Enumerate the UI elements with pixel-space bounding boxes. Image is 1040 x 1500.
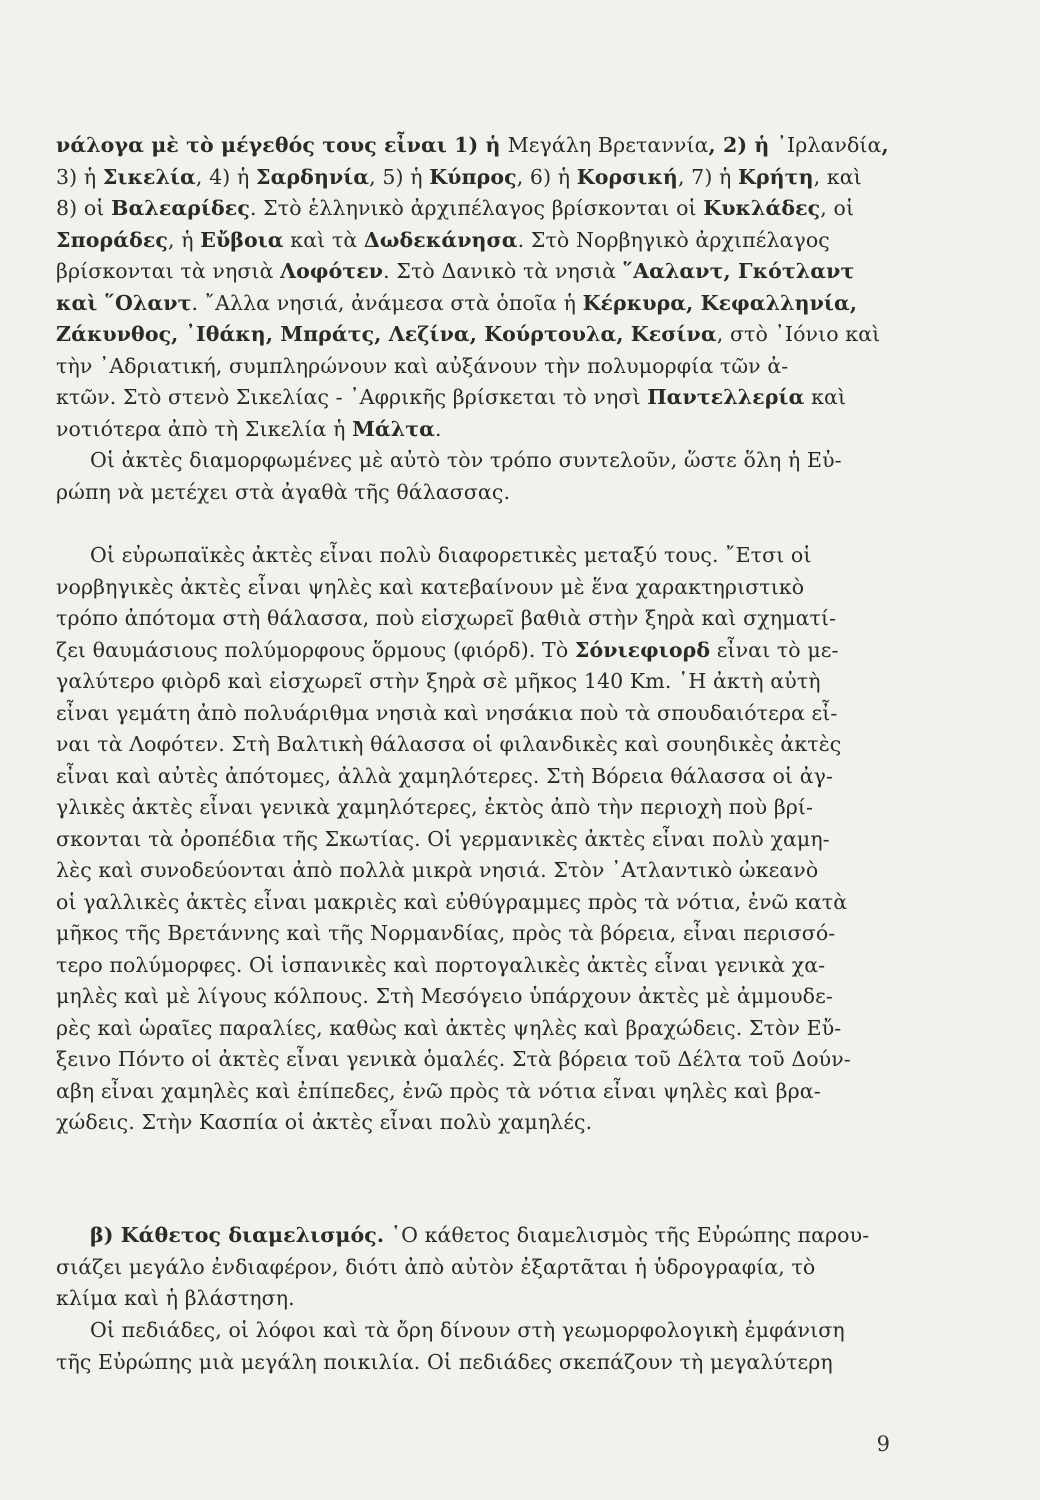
text-run: σιάζει μεγάλο ἐνδιαφέρον, διότι ἀπὸ αὐτὸν ἐξαρτᾶται ἡ ὑδρογραφία, τὸ [56, 1254, 816, 1279]
text-line: Οἱ ἀκτὲς διαμορφωμένες μὲ αὐτὸ τὸν τρόπο συντελοῦν, ὥστε ὅλη ἡ Εὐ- [90, 448, 842, 472]
text-run: γλικὲς ἀκτὲς εἶναι γενικὰ χαμηλότερες, ἐκτὸς ἀπὸ τὴν περιοχὴ ποὺ βρί- [56, 795, 814, 819]
text-line [56, 603, 911, 635]
text-run: μηλὲς καὶ μὲ λίγους κόλπους. Στὴ Μεσόγειο ὑπάρχουν ἀκτὲς μὲ ἀμμουδε- [56, 984, 833, 1008]
text-run: , στὸ ᾿Ιόνιο καὶ [716, 322, 881, 346]
bold-term: Κορσική [576, 164, 678, 189]
text-line: ρώπη νὰ μετέχει στὰ ἀγαθὰ τῆς θάλασσας. [56, 479, 511, 504]
text-run: λὲς καὶ συνοδεύονται ἀπὸ πολλὰ μικρὰ νησιά. Στὸν ᾿Ατλαντικὸ ὠκεανὸ [56, 858, 819, 882]
text-run: . Στὸ ἑλληνικὸ ἀρχιπέλαγος βρίσκονται οἱ [249, 196, 704, 220]
text-run: αβη εἶναι χαμηλὲς καὶ ἐπίπεδες, ἐνῶ πρὸς τὰ νότια εἶναι ψηλὲς καὶ βρα- [56, 1078, 821, 1103]
text-run: , ἡ [168, 227, 201, 252]
text-run: τερο πολύμορφες. Οἱ ἱσπανικὲς καὶ πορτογαλικὲς ἀκτὲς εἶναι γενικὰ χα- [56, 952, 826, 977]
text-line [56, 319, 911, 351]
text-line [56, 855, 911, 887]
text-line: τῆς Εὐρώπης μιὰ μεγάλη ποικιλία. Οἱ πεδιάδες σκεπάζουν τὴ μεγαλύτερη [56, 1349, 833, 1374]
text-run: νορβηγικὲς ἀκτὲς εἶναι ψηλὲς καὶ κατεβαίνουν μὲ ἕνα χαρακτηριστικὸ [56, 574, 805, 599]
bold-term: ῞Ααλαντ, Γκότλαντ [622, 259, 855, 283]
text-line [56, 162, 911, 194]
text-run: 3) ἡ [56, 164, 103, 189]
text-run: Οἱ εὐρωπαϊκὲς ἀκτὲς εἶναι πολὺ διαφορετικὲς μεταξύ τους. ῎Ετσι οἱ [90, 543, 812, 567]
text-run: , 5) ἡ [369, 164, 430, 189]
paragraph-european-coasts [56, 540, 911, 1139]
text-line [56, 382, 911, 414]
text-line [56, 130, 911, 162]
text-run: νοτιότερα ἀπὸ τὴ Σικελία ἡ [56, 416, 353, 441]
text-run: Μεγάλη Βρεταννία [507, 133, 709, 157]
text-line [56, 1076, 911, 1108]
text-line [56, 1283, 911, 1315]
text-run: ζει θαυμάσιους πολύμορφους ὅρμους (φιόρδ). Τὸ [56, 637, 575, 662]
text-line [56, 225, 911, 257]
text-line [56, 824, 911, 856]
text-line [56, 887, 911, 919]
paragraph-coasts-benefit [56, 445, 911, 508]
text-line [56, 1220, 911, 1252]
bold-term: Παντελλερία [647, 385, 805, 409]
text-line [56, 1252, 911, 1284]
text-run: ῾Ο κάθετος διαμελισμὸς τῆς Εὐρώπης παρου- [384, 1223, 870, 1247]
text-line [56, 981, 911, 1013]
text-line [56, 351, 911, 383]
text-run: . Στὸ Δανικὸ τὰ νησιὰ [383, 259, 623, 283]
text-run: εἶναι καὶ αὐτὲς ἀπότομες, ἀλλὰ χαμηλότερες. Στὴ Βόρεια θάλασσα οἱ ἀγ- [56, 763, 834, 788]
text-line [56, 635, 911, 667]
text-run: ᾿Ιρλανδία [776, 133, 882, 157]
text-run: κλίμα καὶ ἡ βλάστηση. [56, 1286, 295, 1310]
text-line [56, 761, 911, 793]
text-run: . ῎Αλλα νησιά, ἀνάμεσα στὰ ὁποῖα ἡ [191, 290, 583, 315]
bold-term: Σόνιεφιορδ [574, 637, 711, 662]
bold-term: Κέρκυρα, Κεφαλληνία, [582, 290, 858, 315]
text-line [56, 193, 911, 225]
text-run: , 6) ἡ [516, 164, 577, 189]
text-line [56, 256, 911, 288]
bold-term: Δωδεκάνησα [363, 227, 518, 252]
text-line [56, 540, 911, 572]
paragraph-plains-hills [56, 1315, 911, 1378]
text-run: εἶναι τὸ με- [710, 637, 839, 662]
text-line: Οἱ πεδιάδες, οἱ λόφοι καὶ τὰ ὄρη δίνουν στὴ γεωμορφολογικὴ ἐμφάνιση [90, 1318, 845, 1342]
text-run: καὶ τὰ [283, 227, 364, 252]
text-run: καὶ [804, 385, 847, 409]
bold-term: Βαλεαρίδες [111, 196, 250, 220]
text-run: γαλύτερο φιὸρδ καὶ εἰσχωρεῖ στὴν ξηρὰ σὲ μῆκος 140 Km. ῾Η ἀκτὴ αὐτὴ [56, 669, 821, 693]
text-run: , καὶ [813, 164, 862, 189]
text-run: κτῶν. Στὸ στενὸ Σικελίας - ᾿Αφρικῆς βρίσκεται τὸ νησὶ [56, 385, 648, 409]
bold-term: β) Κάθετος διαμελισμός. [90, 1223, 385, 1247]
text-run: , οἱ [820, 196, 855, 220]
text-run: οἱ γαλλικὲς ἀκτὲς εἶναι μακριὲς καὶ εὐθύγραμμες πρὸς τὰ νότια, ἐνῶ κατὰ [56, 889, 848, 914]
text-line [56, 729, 911, 761]
text-line [56, 414, 911, 446]
page-number: 9 [876, 1432, 890, 1456]
text-run: . [435, 416, 442, 441]
bold-term: Σποράδες [56, 227, 168, 252]
bold-term: νάλογα μὲ τὸ μέγεθός τους εἶναι 1) ἡ [56, 133, 508, 157]
bold-term: , [881, 133, 889, 157]
text-run: εἶναι γεμάτη ἀπὸ πολυάριθμα νησιὰ καὶ νησάκια ποὺ τὰ σπουδαιότερα εἶ- [56, 700, 838, 725]
text-run: μῆκος τῆς Βρετάννης καὶ τῆς Νορμανδίας, πρὸς τὰ βόρεια, εἶναι περισσό- [56, 921, 836, 945]
text-run: ρὲς καὶ ὡραῖες παραλίες, καθὼς καὶ ἀκτὲς ψηλὲς καὶ βραχώδεις. Στὸν Εὔ- [56, 1015, 842, 1040]
text-run: 8) οἱ [56, 196, 112, 220]
text-run: σκονται τὰ ὀροπέδια τῆς Σκωτίας. Οἱ γερμανικὲς ἀκτὲς εἶναι πολὺ χαμη- [56, 826, 830, 851]
bold-term: Εὔβοια [200, 227, 284, 252]
text-line [56, 1107, 911, 1139]
bold-term: Ζάκυνθος, ᾿Ιθάκη, Μπράτς, Λεζίνα, Κούρτουλα, Κεσίνα [56, 322, 717, 346]
text-line [56, 572, 911, 604]
text-run: τρόπο ἀπότομα στὴ θάλασσα, ποὺ εἰσχωρεῖ βαθιὰ στὴν ξηρὰ καὶ σχηματί- [56, 606, 837, 630]
bold-term: Σικελία [102, 164, 196, 189]
text-run: , 7) ἡ [677, 164, 739, 189]
text-run: , 4) ἡ [195, 164, 256, 189]
text-line [56, 666, 911, 698]
text-line [56, 918, 911, 950]
text-run: βρίσκονται τὰ νησιὰ [56, 259, 281, 283]
text-line [56, 950, 911, 982]
text-line [56, 698, 911, 730]
bold-term: καὶ ῞Ολαντ [56, 290, 192, 315]
bold-term: Κρήτη [738, 164, 814, 189]
text-line [56, 792, 911, 824]
bold-term: Μάλτα [352, 416, 435, 441]
bold-term: , 2) ἡ [708, 133, 777, 157]
text-run: . Στὸ Νορβηγικὸ ἀρχιπέλαγος [517, 227, 830, 252]
paragraph-islands [56, 130, 911, 445]
paragraph-vertical-division [56, 1220, 911, 1315]
text-run: ναι τὰ Λοφότεν. Στὴ Βαλτικὴ θάλασσα οἱ φιλανδικὲς καὶ σουηδικὲς ἀκτὲς [56, 732, 842, 756]
text-run: ξεινο Πόντο οἱ ἀκτὲς εἶναι γενικὰ ὁμαλές. Στὰ βόρεια τοῦ Δέλτα τοῦ Δούν- [56, 1047, 851, 1071]
bold-term: Λοφότεν [280, 259, 384, 283]
text-run: τὴν ᾿Αδριατική, συμπληρώνουν καὶ αὐξάνουν τὴν πολυμορφία τῶν ἀ- [56, 353, 789, 378]
text-line [56, 1044, 911, 1076]
bold-term: Σαρδηνία [255, 164, 370, 189]
bold-term: Κύπρος [429, 164, 517, 189]
text-run: χώδεις. Στὴν Κασπία οἱ ἀκτὲς εἶναι πολὺ χαμηλές. [56, 1110, 593, 1134]
text-line [56, 1013, 911, 1045]
bold-term: Κυκλάδες [703, 196, 821, 220]
text-line [56, 288, 911, 320]
